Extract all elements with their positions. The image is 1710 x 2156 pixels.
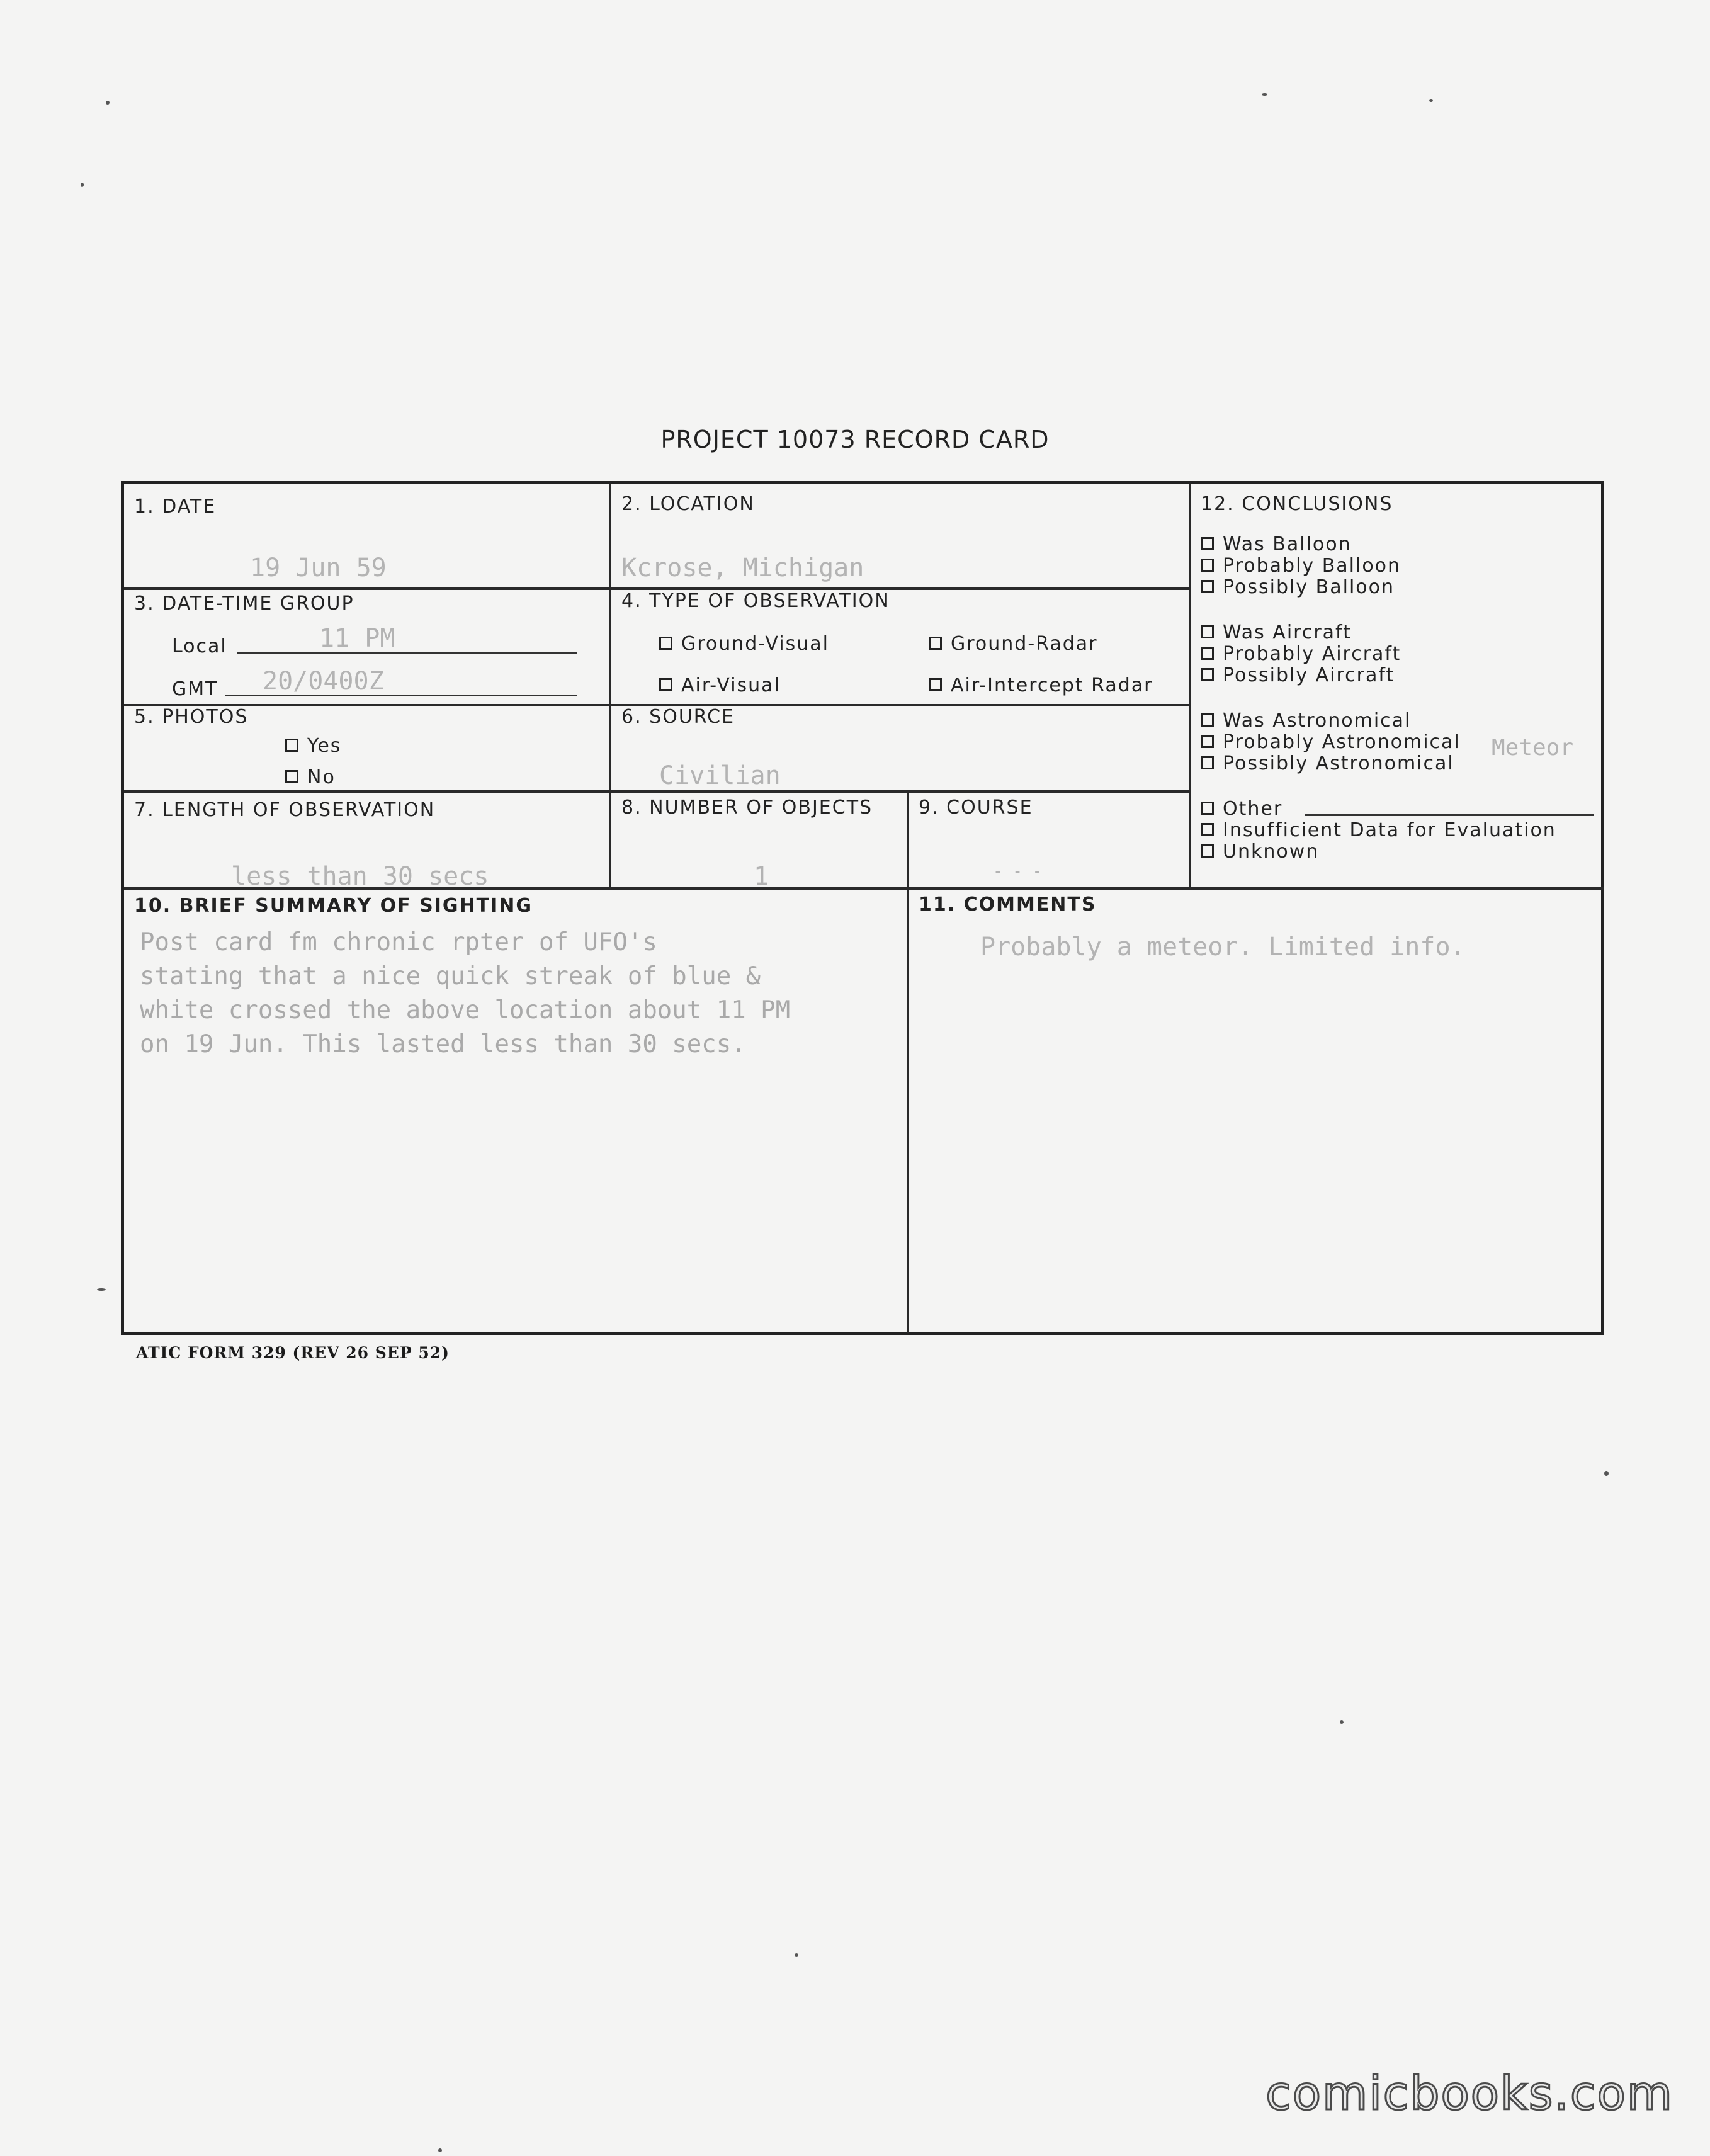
number-of-objects-label: 8. NUMBER OF OBJECTS xyxy=(621,797,873,819)
conclusion-probably-balloon[interactable]: Probably Balloon xyxy=(1201,555,1401,577)
divider xyxy=(907,790,909,1333)
checkbox-icon xyxy=(1201,580,1214,593)
local-line xyxy=(237,652,577,654)
brief-summary-text: Post card fm chronic rpter of UFO's stating that a nice quick streak of blue & white crossed the above location about 11 PM on 19 Jun. This lasted less than 30 secs. xyxy=(140,928,791,1058)
record-card xyxy=(121,481,1604,1335)
length-of-observation-label: 7. LENGTH OF OBSERVATION xyxy=(134,799,436,821)
divider xyxy=(1189,484,1191,887)
speck xyxy=(438,2148,442,2152)
conclusion-probably-aircraft[interactable]: Probably Aircraft xyxy=(1201,643,1401,665)
comments-label: 11. COMMENTS xyxy=(919,894,1097,916)
conclusion-was-astronomical[interactable]: Was Astronomical xyxy=(1201,710,1411,732)
checkbox-icon xyxy=(929,678,942,691)
divider xyxy=(124,790,1189,793)
checkbox-icon xyxy=(1201,823,1214,836)
date-value: 19 Jun 59 xyxy=(250,553,387,582)
course-label: 9. COURSE xyxy=(919,797,1033,819)
checkbox-icon xyxy=(285,770,298,783)
type-of-observation-label: 4. TYPE OF OBSERVATION xyxy=(621,590,890,612)
conclusion-unknown[interactable]: Unknown xyxy=(1201,841,1319,863)
checkbox-icon xyxy=(1201,844,1214,858)
brief-summary-label: 10. BRIEF SUMMARY OF SIGHTING xyxy=(134,895,533,917)
conclusions-label: 12. CONCLUSIONS xyxy=(1201,493,1393,515)
speck xyxy=(81,183,84,187)
photos-label: 5. PHOTOS xyxy=(134,706,249,728)
checkbox-icon xyxy=(1201,647,1214,660)
checkbox-icon xyxy=(659,637,672,650)
speck xyxy=(1340,1720,1344,1724)
checkbox-icon xyxy=(659,678,672,691)
conclusion-insufficient-data[interactable]: Insufficient Data for Evaluation xyxy=(1201,819,1556,841)
conclusion-possibly-astronomical[interactable]: Possibly Astronomical xyxy=(1201,752,1454,774)
location-value: Kcrose, Michigan xyxy=(621,553,864,582)
date-label: 1. DATE xyxy=(134,496,217,518)
speck xyxy=(795,1953,798,1957)
length-of-observation-value: less than 30 secs xyxy=(231,862,489,891)
conclusion-annotation: Meteor xyxy=(1492,735,1574,761)
conclusion-was-balloon[interactable]: Was Balloon xyxy=(1201,533,1352,555)
checkbox-icon xyxy=(1201,713,1214,727)
conclusion-other[interactable]: Other xyxy=(1201,798,1282,820)
conclusion-possibly-aircraft[interactable]: Possibly Aircraft xyxy=(1201,664,1395,686)
option-ground-radar[interactable]: Ground-Radar xyxy=(929,633,1098,655)
option-air-intercept-radar[interactable]: Air-Intercept Radar xyxy=(929,674,1153,696)
conclusion-probably-astronomical[interactable]: Probably Astronomical xyxy=(1201,731,1461,753)
checkbox-icon xyxy=(1201,668,1214,681)
speck xyxy=(97,1288,106,1291)
card-title: PROJECT 10073 RECORD CARD xyxy=(660,426,1050,453)
local-value: 11 PM xyxy=(319,624,395,653)
speck xyxy=(1262,93,1267,96)
source-value: Civilian xyxy=(659,761,781,790)
checkbox-icon xyxy=(1201,756,1214,769)
checkbox-icon xyxy=(1201,537,1214,550)
speck xyxy=(106,101,110,105)
watermark: comicbooks.com xyxy=(1266,2067,1673,2121)
checkbox-icon xyxy=(929,637,942,650)
option-photos-no[interactable]: No xyxy=(285,766,336,788)
divider xyxy=(609,484,611,889)
checkbox-icon xyxy=(1201,802,1214,815)
comments-value: Probably a meteor. Limited info. xyxy=(980,933,1466,962)
checkbox-icon xyxy=(285,739,298,752)
course-value: - - - xyxy=(993,862,1043,881)
checkbox-icon xyxy=(1201,735,1214,748)
local-label: Local xyxy=(172,635,227,657)
option-photos-yes[interactable]: Yes xyxy=(285,735,341,757)
checkbox-icon xyxy=(1201,559,1214,572)
location-label: 2. LOCATION xyxy=(621,493,755,515)
conclusion-was-aircraft[interactable]: Was Aircraft xyxy=(1201,621,1352,644)
option-ground-visual[interactable]: Ground-Visual xyxy=(659,633,829,655)
form-identifier: ATIC FORM 329 (REV 26 SEP 52) xyxy=(136,1344,450,1362)
speck xyxy=(1429,99,1433,102)
conclusion-possibly-balloon[interactable]: Possibly Balloon xyxy=(1201,576,1395,598)
gmt-value: 20/0400Z xyxy=(263,667,384,696)
other-line xyxy=(1305,814,1594,816)
source-label: 6. SOURCE xyxy=(621,706,735,728)
gmt-label: GMT xyxy=(172,678,218,700)
option-air-visual[interactable]: Air-Visual xyxy=(659,674,781,696)
speck xyxy=(1604,1471,1609,1476)
checkbox-icon xyxy=(1201,625,1214,638)
date-time-group-label: 3. DATE-TIME GROUP xyxy=(134,593,354,615)
number-of-objects-value: 1 xyxy=(754,862,769,891)
